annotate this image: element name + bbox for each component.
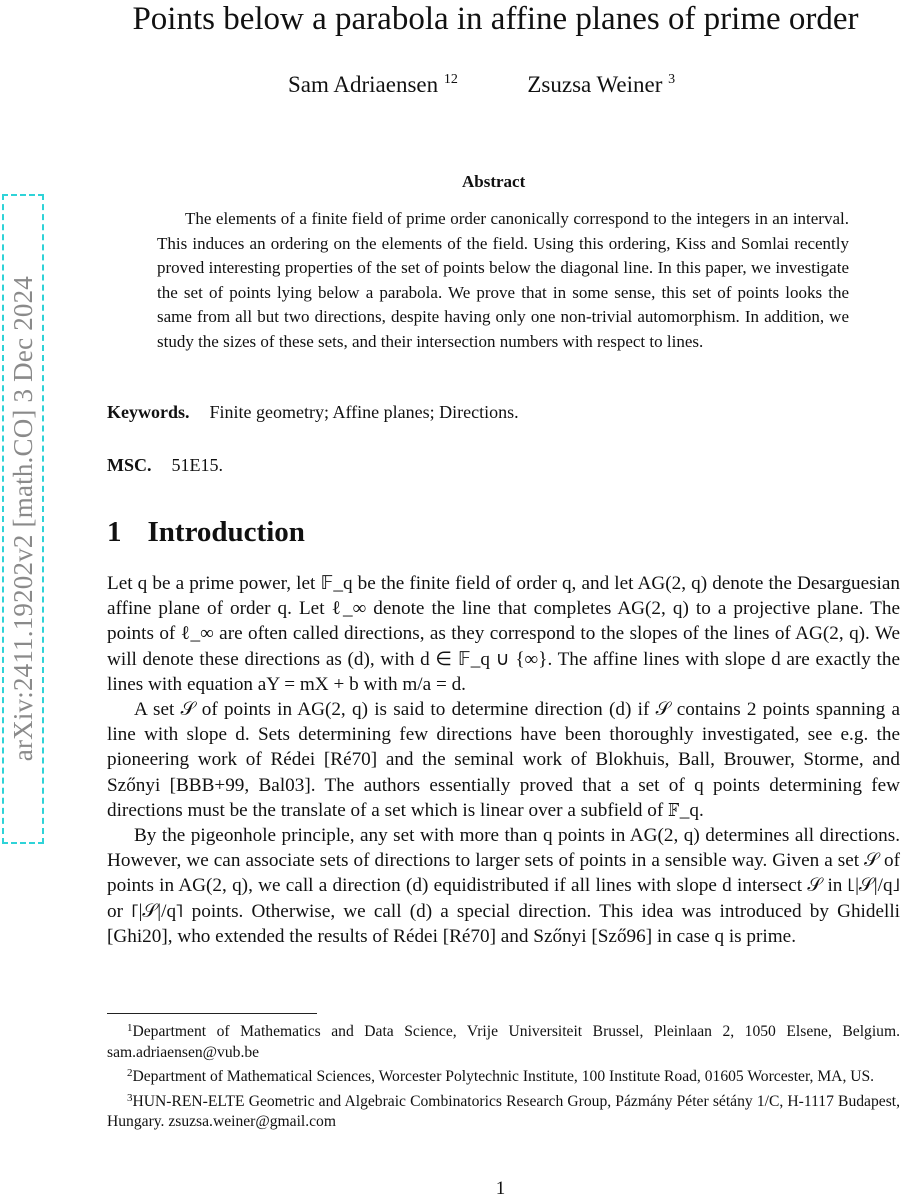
paper-title: Points below a parabola in affine planes of prime order — [132, 1, 859, 37]
footnote-mark-3: 3 — [127, 1091, 133, 1104]
author-list — [288, 66, 675, 99]
footnote-3 — [107, 1088, 900, 1133]
author-affil-marks-2: 3 — [668, 72, 676, 87]
section-number: 1 — [107, 516, 122, 548]
footnote-divider — [107, 1013, 317, 1014]
author-name-2: Zsuzsa Weiner — [527, 72, 663, 97]
arxiv-identifier: arXiv:2411.19202v2 [math.CO] 3 Dec 2024 — [7, 276, 38, 762]
footnote-1 — [107, 1018, 900, 1063]
footnote-mark-1: 1 — [127, 1022, 133, 1034]
body-paragraph-2: A set 𝒮 of points in AG(2, q) is said to determine direction (d) if 𝒮 contains 2 points spanning a line with slope d. Sets determining few directions have been thoroughly investigated, see e.g. the pioneering work of Rédei [Ré70] and the seminal work of Blokhuis, Ball, Brouwer, Storme, and Szőnyi [BBB+99, Bal03]. The authors essentially proved that a set of q points determining few directions must be the translate of a set which is linear over a subfield of 𝔽_q. — [107, 699, 900, 821]
keywords-line — [107, 402, 519, 423]
keywords-text: Finite geometry; Affine planes; Directions. — [209, 402, 519, 422]
abstract-heading: Abstract — [462, 172, 526, 191]
body-text — [107, 571, 900, 949]
body-paragraph-3: By the pigeonhole principle, any set with more than q points in AG(2, q) determines all directions. However, we can associate sets of directions to larger sets of points in a sensible way. Given a set 𝒮 of points in AG(2, q), we call a direction (d) equidistributed if all lines with slope d intersect 𝒮 in ⌊|𝒮|/q⌋ or ⌈|𝒮|/q⌉ points. Otherwise, we call (d) a special direction. This idea was introduced by Ghidelli [Ghi20], who extended the results of Rédei [Ré70] and Szőnyi [Sző96] in case q is prime. — [107, 825, 900, 947]
footnote-text-1: Department of Mathematics and Data Science, Vrije Universiteit Brussel, Pleinlaan 2, 1050 Elsene, Belgium. sam.adriaensen@vub.be — [107, 1023, 900, 1061]
footnote-2 — [107, 1063, 900, 1088]
author-name-1: Sam Adriaensen — [288, 72, 439, 97]
body-paragraph-1: Let q be a prime power, let 𝔽_q be the finite field of order q, and let AG(2, q) denote the Desarguesian affine plane of order q. Let ℓ_∞ denote the line that completes AG(2, q) to a projective plane. The points of ℓ_∞ are often called directions, as they correspond to the slopes of the lines of AG(2, q). We will denote these directions as (d), with d ∈ 𝔽_q ∪ {∞}. The affine lines with slope d are exactly the lines with equation aY = mX + b with m/a = d. — [107, 573, 900, 695]
keywords-label: Keywords. — [107, 402, 190, 422]
abstract-text: The elements of a finite field of prime order canonically correspond to the integers in an interval. This induces an ordering on the elements of the field. Using this ordering, Kiss and Somlai recently proved interesting properties of the set of points below the diagonal line. In this paper, we investigate the set of points lying below a parabola. We prove that in some sense, this set of points looks the same from all but two directions, despite having only one non-trivial automorphism. In addition, we study the sizes of these sets, and their intersection numbers with respect to lines. — [157, 209, 849, 351]
page-number: 1 — [495, 1178, 506, 1199]
msc-line — [107, 455, 223, 476]
arxiv-stamp — [2, 194, 44, 844]
section-heading — [107, 516, 305, 549]
section-title: Introduction — [147, 516, 305, 548]
footnote-text-3: HUN-REN-ELTE Geometric and Algebraic Combinatorics Research Group, Pázmány Péter sétány 1/C, H-1117 Budapest, Hungary. zsuzsa.weiner@gmail.com — [107, 1092, 900, 1130]
msc-label: MSC. — [107, 455, 152, 475]
footnotes — [107, 1018, 900, 1133]
footnote-text-2: Department of Mathematical Sciences, Worcester Polytechnic Institute, 100 Institute Road, 01605 Worcester, MA, US. — [132, 1068, 875, 1085]
author-affil-marks-1: 12 — [443, 72, 458, 87]
footnote-mark-2: 2 — [127, 1067, 133, 1079]
msc-text: 51E15. — [171, 455, 223, 475]
